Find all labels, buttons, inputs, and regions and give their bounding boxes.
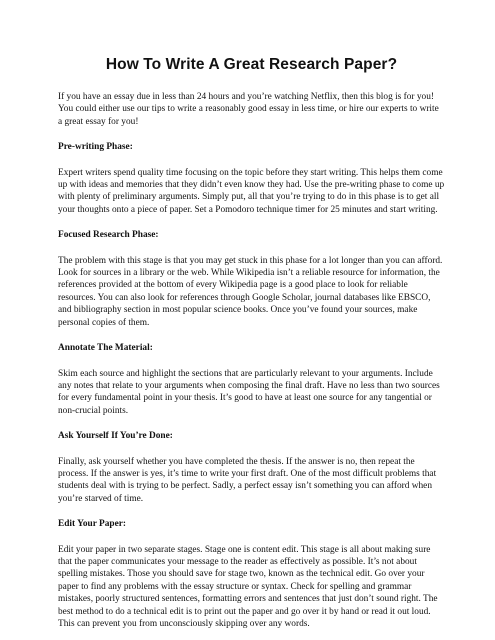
section-body: Skim each source and highlight the sections that are particularly relevant to your arguments. Include any notes that relate to your arguments when composing the final draft. Have no less than two sources for every fundamental point in your thesis. It’s good to have at least one source for any tangential or non-crucial points. xyxy=(58,368,440,416)
section-body: Finally, ask yourself whether you have completed the thesis. If the answer is no, then repeat the process. If the answer is yes, it’s time to write your first draft. One of the most difficult problems that students deal with is trying to be perfect. Sadly, a perfect essay isn’t something you can afford when you’re starved of time. xyxy=(58,456,437,504)
section-annotate xyxy=(58,342,445,417)
section-edit-paper xyxy=(58,518,445,630)
section-heading: Edit Your Paper: xyxy=(58,519,127,530)
section-pre-writing xyxy=(58,141,445,216)
section-body: Expert writers spend quality time focusing on the topic before they start writing. This helps them come up with ideas and memories that they didn’t even know they had. Use the pre-writing phase to come up with plenty of preliminary arguments. Simply put, all that you’re trying to do in this phase is to get all your thoughts onto a piece of paper. Set a Pomodoro technique timer for 25 minutes and start writing. xyxy=(58,167,445,215)
document-title: How To Write A Great Research Paper? xyxy=(105,56,398,73)
section-body: The problem with this stage is that you may get stuck in this phase for a lot longer than you can afford. Look for sources in a library or the web. While Wikipedia isn’t a reliable resource for information, the references provided at the bottom of every Wikipedia page is a good place to look for reliable resources. You can also look for references through Google Scholar, journal databases like EBSCO, and bibliography section in most popular science books. Once you’ve found your sources, make personal copies of them. xyxy=(58,255,443,328)
section-heading: Ask Yourself If You’re Done: xyxy=(58,431,173,442)
section-heading: Annotate The Material: xyxy=(58,343,153,354)
section-heading: Focused Research Phase: xyxy=(58,230,159,241)
section-ask-yourself xyxy=(58,430,445,505)
section-body: Edit your paper in two separate stages. Stage one is content edit. This stage is all about making sure that the paper communicates your message to the reader as effectively as possible. It’s not about spelling mistakes. Those you should save for stage two, known as the technical edit. Go over your paper to find any problems with the essay structure or syntax. Check for spelling and grammar mistakes, poorly structured sentences, formatting errors and sentences that just don’t sound right. The best method to do a technical edit is to print out the paper and go over it by hand or read it out loud. This can prevent you from unconsciously skipping over any words. xyxy=(58,544,438,629)
section-focused-research xyxy=(58,229,445,329)
intro-paragraph: If you have an essay due in less than 24 hours and you’re watching Netflix, then this blog is for you! You could either use our tips to write a reasonably good essay in less time, or hire our experts to write a great essay for you! xyxy=(58,92,439,127)
section-heading: Pre-writing Phase: xyxy=(58,142,133,153)
